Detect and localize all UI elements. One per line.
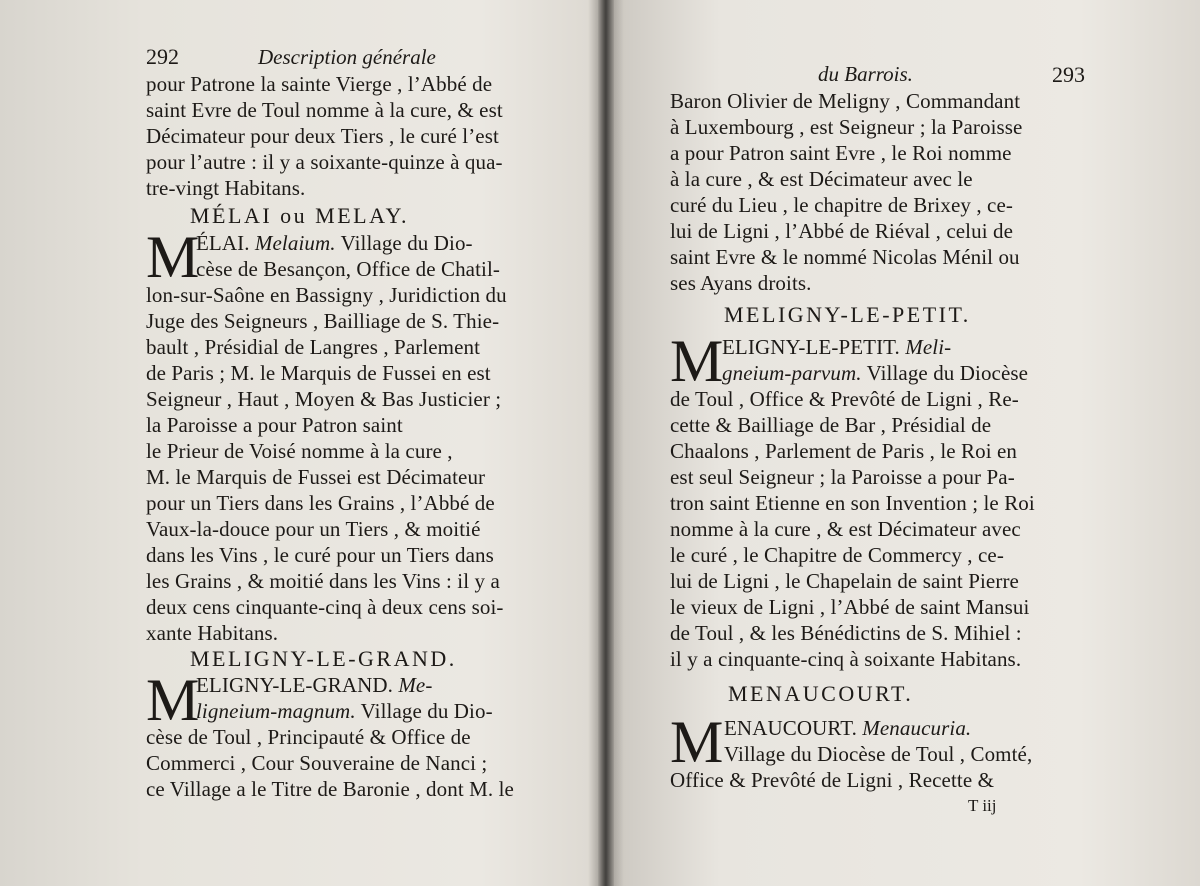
text-line: Commerci , Cour Souveraine de Nanci ; [146,751,488,775]
signature-mark: T iij [968,796,997,815]
text-line: Office & Prevôté de Ligni , Recette & [670,768,995,792]
text-line: lui de Ligni , l’Abbé de Riéval , celui de [670,219,1014,243]
text-line: le curé , le Chapitre de Commercy , ce- [670,543,1004,567]
text-line: de Paris ; M. le Marquis de Fussei en est [146,361,491,385]
text-line: pour l’autre : il y a soixante-quinze à qua- [146,150,503,174]
section-heading-melai: MÉLAI ou MELAY. [190,203,410,228]
text-line: Village du Diocèse de Toul , Comté, [724,742,1033,766]
running-head-right: du Barrois. [818,62,913,86]
text-line: il y a cinquante-cinq à soixante Habitans. [670,647,1022,671]
text-line: Seigneur , Haut , Moyen & Bas Justicier ; [146,387,502,411]
text-line: ÉLAI. Melaium. Village du Dio- [196,231,473,255]
text-line: ELIGNY-LE-PETIT. Meli- [722,335,952,359]
drop-cap: M [670,709,724,775]
text-line: tron saint Etienne en son Invention ; le Roi [670,491,1035,515]
text-line: ligneium-magnum. Village du Dio- [196,699,493,723]
text-line: Baron Olivier de Meligny , Commandant [670,89,1021,113]
text-line: la Paroisse a pour Patron saint [146,413,403,437]
section-heading-menaucourt: MENAUCOURT. [728,681,914,706]
drop-cap: M [670,328,724,394]
text-line: à Luxembourg , est Seigneur ; la Paroisse [670,115,1023,139]
text-line: de Toul , & les Bénédictins de S. Mihiel : [670,621,1022,645]
text-line: nomme à la cure , & est Décimateur avec [670,517,1021,541]
text-line: ENAUCOURT. Menaucuria. [724,716,972,740]
running-head-left: Description générale [258,45,436,69]
section-heading-meligny-le-petit: MELIGNY-LE-PETIT. [724,302,971,327]
text-line: cèse de Toul , Principauté & Office de [146,725,471,749]
text-line: à la cure , & est Décimateur avec le [670,167,973,191]
page-number-right: 293 [1052,62,1085,87]
right-page [612,0,1200,886]
section-heading-meligny-le-grand: MELIGNY-LE-GRAND. [190,646,457,671]
text-line: pour un Tiers dans les Grains , l’Abbé de [146,491,495,515]
text-line: Décimateur pour deux Tiers , le curé l’est [146,124,499,148]
text-line: saint Evre de Toul nomme à la cure, & est [146,98,503,122]
text-line: bault , Présidial de Langres , Parlement [146,335,481,359]
text-line: ELIGNY-LE-GRAND. Me- [196,673,433,697]
text-line: cèse de Besançon, Office de Chatil- [196,257,500,281]
text-line: est seul Seigneur ; la Paroisse a pour Pa- [670,465,1015,489]
text-line: le vieux de Ligni , l’Abbé de saint Mansui [670,595,1030,619]
text-line: lon-sur-Saône en Bassigny , Juridiction du [146,283,507,307]
text-line: Juge des Seigneurs , Bailliage de S. Thie- [146,309,500,333]
text-line: Vaux-la-douce pour un Tiers , & moitié [146,517,481,541]
text-line: dans les Vins , le curé pour un Tiers dans [146,543,494,567]
text-line: gneium-parvum. Village du Diocèse [722,361,1029,385]
text-line: tre-vingt Habitans. [146,176,306,200]
text-line: deux cens cinquante-cinq à deux cens soi- [146,595,504,619]
text-line: curé du Lieu , le chapitre de Brixey , ce- [670,193,1013,217]
text-line: ses Ayans droits. [670,271,812,295]
text-line: Chaalons , Parlement de Paris , le Roi en [670,439,1018,463]
text-line: M. le Marquis de Fussei est Décimateur [146,465,486,489]
text-line: le Prieur de Voisé nomme à la cure , [146,439,453,463]
text-line: de Toul , Office & Prevôté de Ligni , Re- [670,387,1019,411]
text-line: les Grains , & moitié dans les Vins : il y a [146,569,500,593]
text-line: lui de Ligni , le Chapelain de saint Pierre [670,569,1019,593]
drop-cap: M [146,224,200,290]
text-line: saint Evre & le nommé Nicolas Ménil ou [670,245,1020,269]
text-line: cette & Bailliage de Bar , Présidial de [670,413,992,437]
text-line: ce Village a le Titre de Baronie , dont M. le [146,777,514,801]
text-line: a pour Patron saint Evre , le Roi nomme [670,141,1012,165]
text-line: xante Habitans. [146,621,279,645]
drop-cap: M [146,667,200,733]
text-line: pour Patrone la sainte Vierge , l’Abbé de [146,72,493,96]
page-number-left: 292 [146,44,179,69]
